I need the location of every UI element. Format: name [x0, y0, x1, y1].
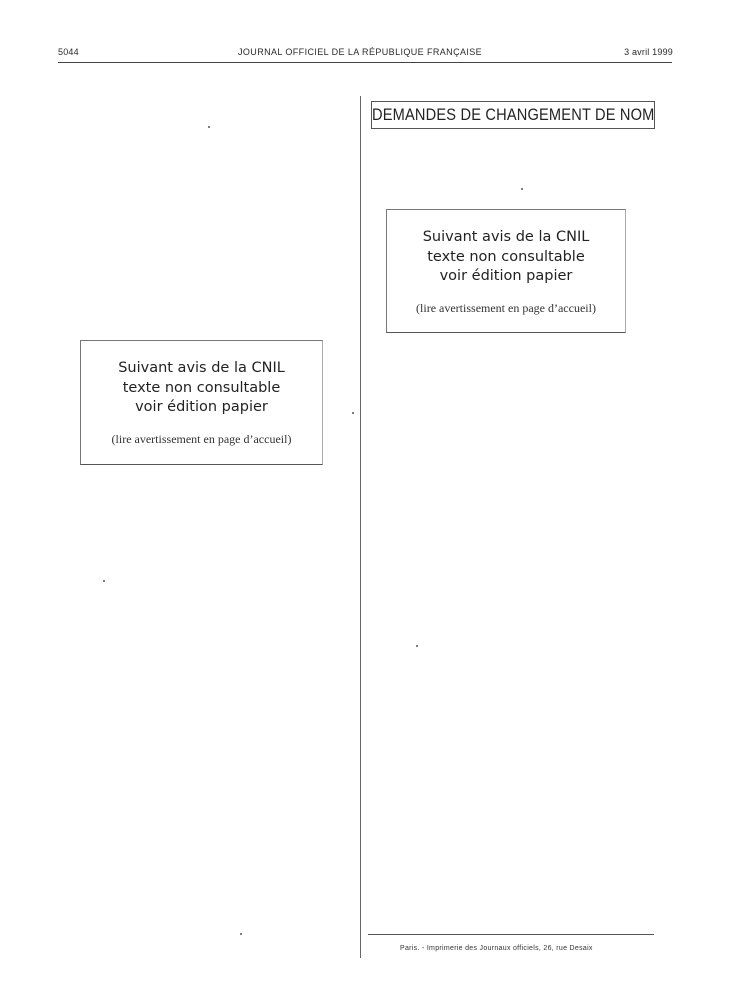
scan-speck [521, 188, 523, 190]
notice-line: texte non consultable [427, 248, 585, 265]
scan-speck [208, 126, 210, 128]
header-divider [58, 62, 672, 63]
notice-line: voir édition papier [439, 268, 573, 284]
notice-line: Suivant avis de la CNIL [422, 229, 590, 245]
notice-line: texte non consultable [122, 379, 281, 396]
cnil-notice-box [80, 340, 323, 465]
notice-line: Suivant avis de la CNIL [118, 360, 285, 376]
scan-speck [416, 645, 418, 647]
notice-note: (lire avertissement en page d’accueil) [416, 300, 596, 315]
column-divider [360, 96, 361, 958]
page-number: 5044 [58, 47, 79, 57]
issue-date: 3 avril 1999 [624, 47, 673, 57]
footer-divider [368, 934, 654, 935]
notice-line: voir édition papier [135, 399, 268, 415]
notice-note: (lire avertissement en page d’accueil) [111, 431, 292, 446]
scan-speck [352, 412, 354, 414]
scan-speck [103, 580, 105, 582]
scan-speck [240, 933, 242, 935]
section-heading-box [371, 101, 655, 129]
section-heading: DEMANDES DE CHANGEMENT DE NOM [371, 105, 655, 124]
cnil-notice-box [386, 209, 626, 333]
printer-imprint: Paris. - Imprimerie des Journaux officiels, 26, rue Desaix [400, 945, 593, 952]
journal-title: JOURNAL OFFICIEL DE LA RÉPUBLIQUE FRANÇAISE [238, 47, 483, 57]
